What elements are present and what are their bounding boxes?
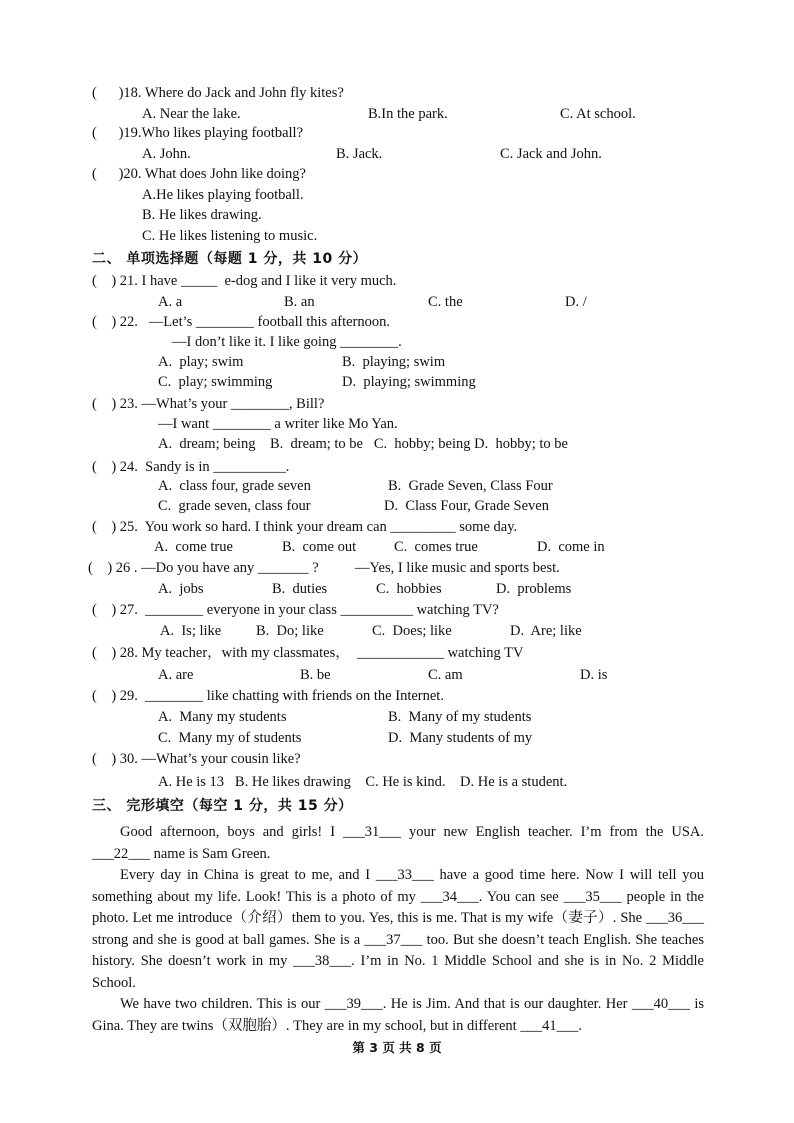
q19-stem: ( )19.Who likes playing football?: [92, 125, 304, 141]
q27-stem: ( ) 27. ________ everyone in your class __________ watching TV?: [92, 602, 499, 618]
q22-option-d: D. playing; swimming: [342, 374, 476, 390]
section-3-title: 三、 完形填空（每空 1 分，共 15 分）: [92, 798, 353, 814]
q29-option-c: C. Many my of students: [158, 730, 302, 746]
q25-option-c: C. comes true: [394, 539, 478, 555]
q26-option-c: C. hobbies: [376, 581, 442, 597]
q24-option-d: D. Class Four, Grade Seven: [384, 498, 549, 514]
q25-option-d: D. come in: [537, 539, 605, 555]
q20-option-b: B. He likes drawing.: [142, 207, 262, 223]
q19-option-c: C. Jack and John.: [500, 146, 602, 162]
q30-stem: ( ) 30. —What’s your cousin like?: [92, 751, 301, 767]
q29-option-a: A. Many my students: [158, 709, 287, 725]
q28-option-c: C. am: [428, 667, 463, 683]
section-2-title: 二、 单项选择题（每题 1 分，共 10 分）: [92, 251, 368, 267]
q24-option-c: C. grade seven, class four: [158, 498, 311, 514]
q29-option-b: B. Many of my students: [388, 709, 532, 725]
q22-option-c: C. play; swimming: [158, 374, 273, 390]
q25-option-a: A. come true: [154, 539, 233, 555]
q28-option-a: A. are: [158, 667, 194, 683]
q26-stem: ( ) 26 . —Do you have any _______ ? —Yes, I like music and sports best.: [88, 560, 560, 576]
cloze-paragraph-3: We have two children. This is our ___39___. He is Jim. And that is our daughter. Her ___40___ is Gina. They are twins（双胞胎）. They are in my school, but in different ___41___.: [92, 996, 704, 1034]
q29-option-d: D. Many students of my: [388, 730, 533, 746]
page-footer: 第 3 页 共 8 页: [352, 1040, 442, 1055]
cloze-paragraph-2: Every day in China is great to me, and I ___33___ have a good time here. Now I will tell you something about my life. Look! This is a photo of my ___34___. You can see ___35___ people in the photo. Let me introduce（介绍）them to you. Yes, this is me. That is my wife（妻子）. She ___36___ strong and she is good at ball games. She is a ___37___ too. But she doesn’t teach English. She teaches history. She doesn’t work in my ___38___. I’m in No. 1 Middle School and she is in No. 2 Middle School.: [92, 867, 704, 991]
q26-option-a: A. jobs: [158, 581, 204, 597]
q26-option-b: B. duties: [272, 581, 328, 597]
cloze-paragraph-1: Good afternoon, boys and girls! I ___31___ your new English teacher. I’m from the USA. ___22___ name is Sam Green.: [92, 824, 704, 862]
q21-option-d: D. /: [565, 294, 587, 310]
q28-option-b: B. be: [300, 667, 331, 683]
q24-stem: ( ) 24. Sandy is in __________.: [92, 459, 290, 475]
q28-stem: ( ) 28. My teacher，with my classmates， ____________ watching TV: [92, 645, 524, 661]
q22-option-b: B. playing; swim: [342, 354, 446, 370]
q24-option-b: B. Grade Seven, Class Four: [388, 478, 553, 494]
q26-option-d: D. problems: [496, 581, 572, 597]
q21-option-b: B. an: [284, 294, 315, 310]
q29-stem: ( ) 29. ________ like chatting with friends on the Internet.: [92, 688, 444, 704]
q22-stem-reply: —I don’t like it. I like going ________.: [172, 334, 402, 350]
q27-option-c: C. Does; like: [372, 623, 452, 639]
q30-options: A. He is 13 B. He likes drawing C. He is kind. D. He is a student.: [158, 774, 568, 790]
q18-option-c: C. At school.: [560, 106, 636, 122]
q23-stem-reply: —I want ________ a writer like Mo Yan.: [158, 416, 398, 432]
q20-option-c: C. He likes listening to music.: [142, 228, 318, 244]
q18-option-a: A. Near the lake.: [142, 106, 241, 122]
q27-option-a: A. Is; like: [160, 623, 222, 639]
q22-option-a: A. play; swim: [158, 354, 244, 370]
q21-option-a: A. a: [158, 294, 183, 310]
q18-option-b: B.In the park.: [368, 106, 448, 122]
q23-options: A. dream; being B. dream; to be C. hobby; being D. hobby; to be: [158, 436, 568, 452]
q20-option-a: A.He likes playing football.: [142, 187, 304, 203]
q21-option-c: C. the: [428, 294, 463, 310]
q19-option-a: A. John.: [142, 146, 191, 162]
q27-option-d: D. Are; like: [510, 623, 582, 639]
q28-option-d: D. is: [580, 667, 608, 683]
q25-option-b: B. come out: [282, 539, 357, 555]
q19-option-b: B. Jack.: [336, 146, 383, 162]
q21-stem: ( ) 21. I have _____ e-dog and I like it very much.: [92, 273, 397, 289]
q22-stem: ( ) 22. —Let’s ________ football this afternoon.: [92, 314, 391, 330]
q25-stem: ( ) 25. You work so hard. I think your dream can _________ some day.: [92, 519, 518, 535]
q24-option-a: A. class four, grade seven: [158, 478, 311, 494]
q18-stem: ( )18. Where do Jack and John fly kites?: [92, 85, 344, 101]
q20-stem: ( )20. What does John like doing?: [92, 166, 306, 182]
cloze-passage: [92, 822, 704, 1037]
q27-option-b: B. Do; like: [256, 623, 324, 639]
q23-stem: ( ) 23. —What’s your ________, Bill?: [92, 396, 325, 412]
